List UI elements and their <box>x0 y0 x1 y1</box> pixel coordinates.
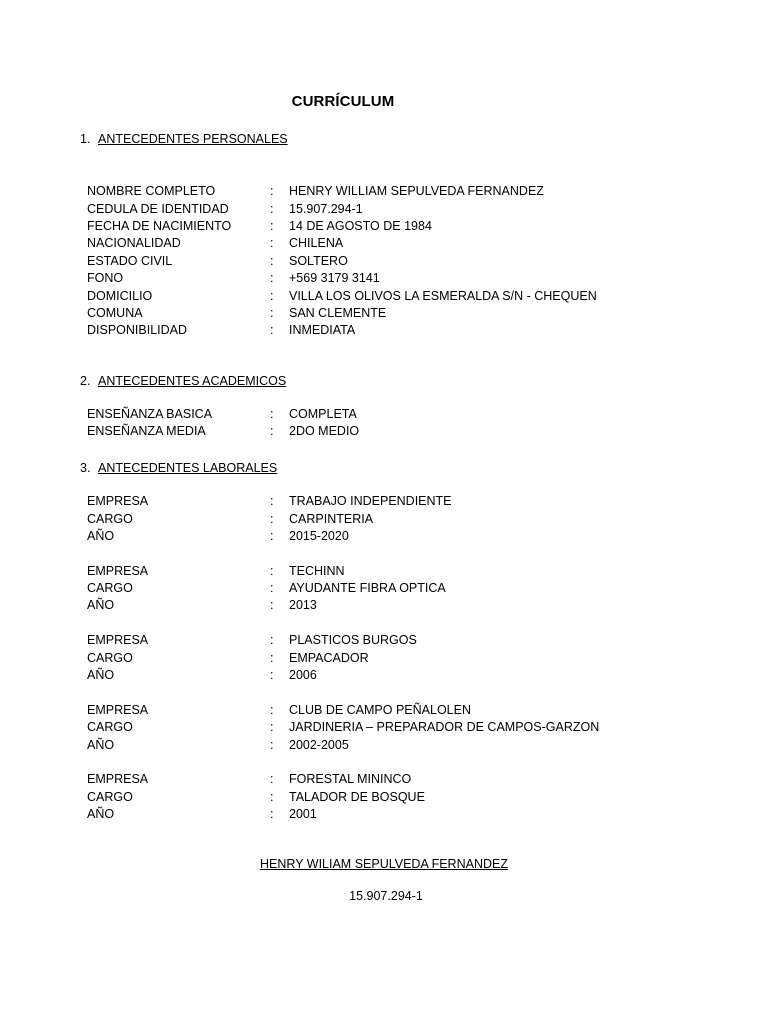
field-row <box>87 253 727 270</box>
field-separator: : <box>270 790 274 804</box>
field-label: AÑO <box>87 738 115 752</box>
field-value: TRABAJO INDEPENDIENTE <box>289 494 452 508</box>
field-row <box>87 183 727 200</box>
field-label: ENSEÑANZA BASICA <box>87 407 213 421</box>
field-value: SAN CLEMENTE <box>289 306 387 320</box>
field-separator: : <box>270 424 274 438</box>
field-separator: : <box>270 668 274 682</box>
field-row <box>87 563 727 580</box>
field-separator: : <box>270 202 274 216</box>
field-row <box>87 650 727 667</box>
field-row <box>87 580 727 597</box>
section-number: 3. <box>80 461 91 475</box>
field-row <box>87 511 727 528</box>
field-row <box>87 423 727 440</box>
field-value: FORESTAL MININCO <box>289 772 412 786</box>
field-label: ESTADO CIVIL <box>87 254 173 268</box>
field-separator: : <box>270 772 274 786</box>
section-number: 2. <box>80 374 91 388</box>
field-value: +569 3179 3141 <box>289 271 380 285</box>
field-separator: : <box>270 289 274 303</box>
field-row <box>87 597 727 614</box>
field-label: AÑO <box>87 807 115 821</box>
field-value: 14 DE AGOSTO DE 1984 <box>289 219 432 233</box>
field-row <box>87 493 727 510</box>
field-row <box>87 406 727 423</box>
field-label: CARGO <box>87 512 133 526</box>
field-row <box>87 218 727 235</box>
field-value: TECHINN <box>289 564 345 578</box>
field-label: NOMBRE COMPLETO <box>87 184 216 198</box>
field-value: 2DO MEDIO <box>289 424 360 438</box>
field-row <box>87 719 727 736</box>
field-value: PLASTICOS BURGOS <box>289 633 417 647</box>
field-label: NACIONALIDAD <box>87 236 181 250</box>
field-label: CARGO <box>87 651 133 665</box>
field-row <box>87 667 727 684</box>
field-label: AÑO <box>87 598 115 612</box>
field-separator: : <box>270 494 274 508</box>
field-label: AÑO <box>87 529 115 543</box>
section-number: 1. <box>80 132 91 146</box>
field-label: EMPRESA <box>87 564 149 578</box>
field-value: JARDINERIA – PREPARADOR DE CAMPOS-GARZON <box>289 720 600 734</box>
field-value: 2001 <box>289 807 317 821</box>
field-row <box>87 270 727 287</box>
field-row <box>87 789 727 806</box>
field-row <box>87 201 727 218</box>
field-label: EMPRESA <box>87 494 149 508</box>
field-label: EMPRESA <box>87 772 149 786</box>
field-row <box>87 632 727 649</box>
field-separator: : <box>270 236 274 250</box>
field-value: 2013 <box>289 598 317 612</box>
field-row <box>87 528 727 545</box>
section-heading-academic <box>80 374 286 388</box>
field-value: CHILENA <box>289 236 344 250</box>
field-separator: : <box>270 703 274 717</box>
field-value: HENRY WILLIAM SEPULVEDA FERNANDEZ <box>289 184 544 198</box>
field-label: CARGO <box>87 581 133 595</box>
section-title: ANTECEDENTES PERSONALES <box>98 132 288 146</box>
field-label: FECHA DE NACIMIENTO <box>87 219 232 233</box>
field-separator: : <box>270 651 274 665</box>
field-value: COMPLETA <box>289 407 357 421</box>
field-label: EMPRESA <box>87 703 149 717</box>
field-label: ENSEÑANZA MEDIA <box>87 424 206 438</box>
document-title: CURRÍCULUM <box>291 93 395 110</box>
field-separator: : <box>270 720 274 734</box>
field-label: COMUNA <box>87 306 143 320</box>
field-label: DISPONIBILIDAD <box>87 323 188 337</box>
field-separator: : <box>270 306 274 320</box>
field-value: EMPACADOR <box>289 651 369 665</box>
field-separator: : <box>270 807 274 821</box>
field-label: FONO <box>87 271 124 285</box>
section-title: ANTECEDENTES LABORALES <box>98 461 278 475</box>
field-label: DOMICILIO <box>87 289 153 303</box>
field-separator: : <box>270 254 274 268</box>
field-value: SOLTERO <box>289 254 348 268</box>
field-label: CARGO <box>87 720 133 734</box>
field-label: EMPRESA <box>87 633 149 647</box>
field-row <box>87 288 727 305</box>
field-separator: : <box>270 529 274 543</box>
field-row <box>87 305 727 322</box>
field-separator: : <box>270 598 274 612</box>
field-separator: : <box>270 271 274 285</box>
signature-name: HENRY WILIAM SEPULVEDA FERNANDEZ <box>260 857 508 871</box>
section-heading-personal <box>80 132 288 146</box>
field-row <box>87 322 727 339</box>
field-separator: : <box>270 581 274 595</box>
field-value: VILLA LOS OLIVOS LA ESMERALDA S/N - CHEQUEN <box>289 289 597 303</box>
field-separator: : <box>270 633 274 647</box>
field-value: CLUB DE CAMPO PEÑALOLEN <box>289 703 471 717</box>
field-separator: : <box>270 564 274 578</box>
field-separator: : <box>270 323 274 337</box>
field-row <box>87 235 727 252</box>
field-value: 2015-2020 <box>289 529 349 543</box>
field-separator: : <box>270 407 274 421</box>
field-value: INMEDIATA <box>289 323 356 337</box>
field-label: CEDULA DE IDENTIDAD <box>87 202 229 216</box>
section-title: ANTECEDENTES ACADEMICOS <box>98 374 287 388</box>
field-row <box>87 737 727 754</box>
field-separator: : <box>270 738 274 752</box>
section-heading-work <box>80 461 277 475</box>
field-row <box>87 702 727 719</box>
field-value: TALADOR DE BOSQUE <box>289 790 425 804</box>
field-value: 15.907.294-1 <box>289 202 363 216</box>
signature-id: 15.907.294-1 <box>349 889 423 903</box>
field-row <box>87 771 727 788</box>
field-separator: : <box>270 219 274 233</box>
field-separator: : <box>270 512 274 526</box>
field-separator: : <box>270 184 274 198</box>
field-value: AYUDANTE FIBRA OPTICA <box>289 581 446 595</box>
field-label: AÑO <box>87 668 115 682</box>
field-value: 2002-2005 <box>289 738 349 752</box>
field-value: 2006 <box>289 668 317 682</box>
field-value: CARPINTERIA <box>289 512 374 526</box>
field-row <box>87 806 727 823</box>
field-label: CARGO <box>87 790 133 804</box>
